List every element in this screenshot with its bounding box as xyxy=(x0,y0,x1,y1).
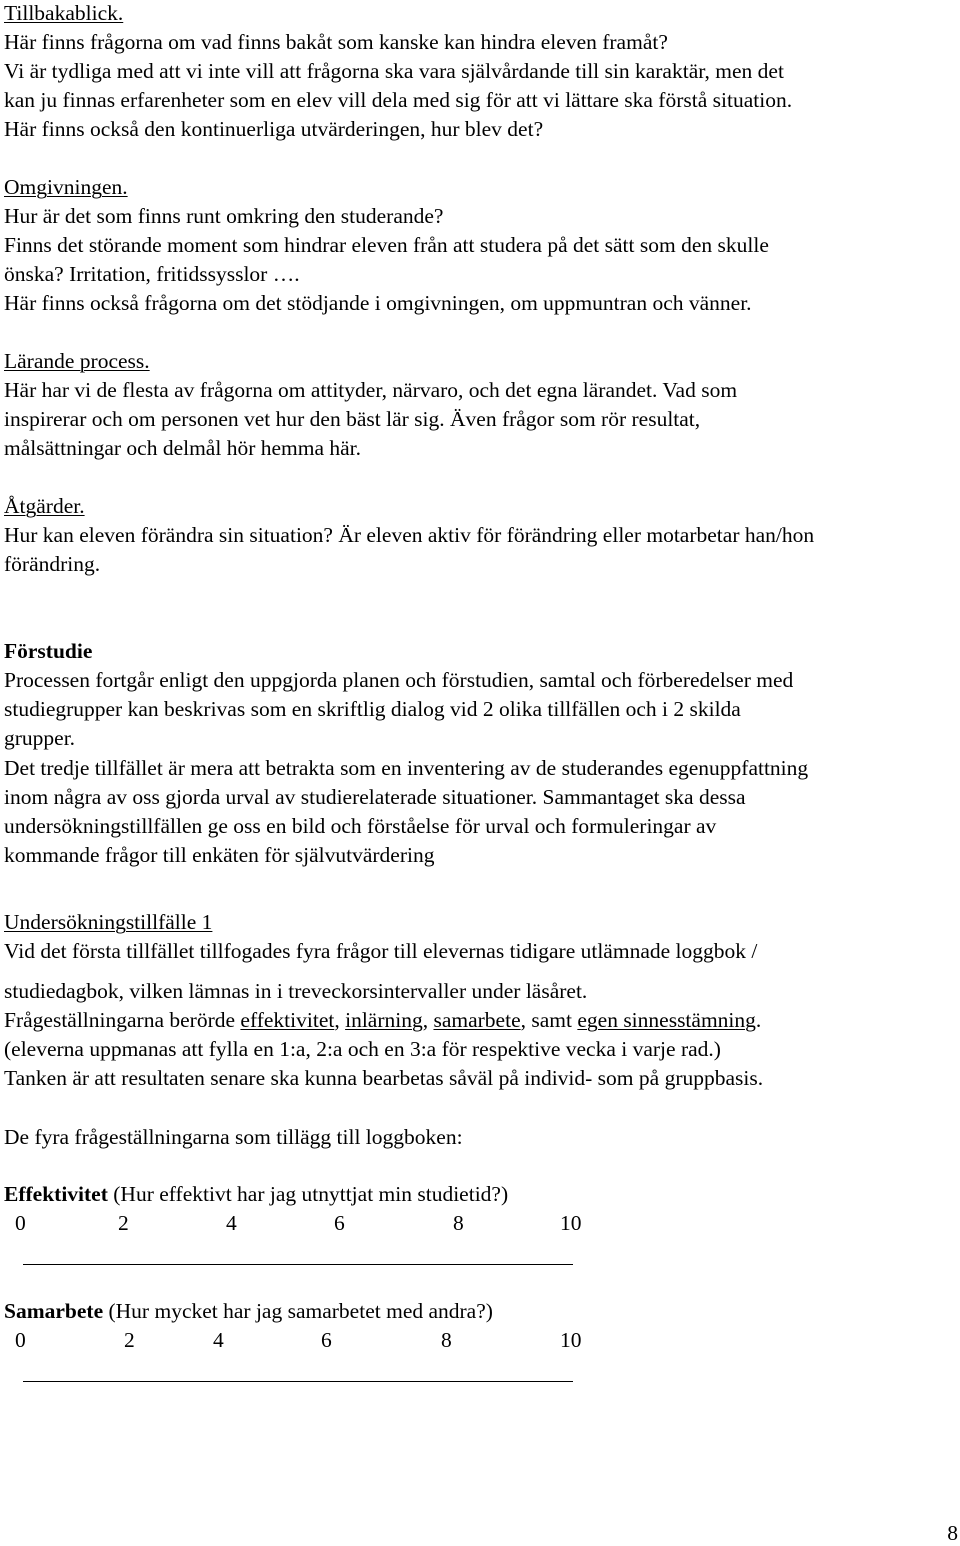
question-text: (Hur effektivt har jag utnyttjat min studietid?) xyxy=(107,1182,509,1206)
scale-value: 2 xyxy=(124,1328,135,1352)
paragraph-line: målsättningar och delmål hör hemma här. xyxy=(4,436,362,460)
scale-value: 0 xyxy=(15,1328,26,1352)
fragestallningar-prefix: Frågeställningarna berörde xyxy=(4,1008,241,1032)
paragraph-line: Hur är det som finns runt omkring den studerande? xyxy=(4,204,444,228)
paragraph-line: kan ju finnas erfarenheter som en elev vill dela med sig för att vi lättare ska förstå situation. xyxy=(4,88,793,112)
question-text: (Hur mycket har jag samarbetet med andra?) xyxy=(103,1299,493,1323)
question-label: Samarbete xyxy=(4,1299,104,1323)
heading-forstudie: Förstudie xyxy=(4,639,93,663)
scale-value: 8 xyxy=(453,1211,464,1235)
paragraph-line: kommande frågor till enkäten för självutvärdering xyxy=(4,843,435,867)
paragraph-line: inom några av oss gjorda urval av studierelaterade situationer. Sammantaget ska dessa xyxy=(4,785,746,809)
scale-value: 4 xyxy=(213,1328,224,1352)
paragraph-line: Finns det störande moment som hindrar eleven från att studera på det sätt som den skulle xyxy=(4,233,769,257)
paragraph-line: Här har vi de flesta av frågorna om attityder, närvaro, och det egna lärandet. Vad som xyxy=(4,378,738,402)
paragraph-line: grupper. xyxy=(4,726,76,750)
paragraph-line: Här finns också den kontinuerliga utvärderingen, hur blev det? xyxy=(4,117,544,141)
question-samarbete xyxy=(4,1298,493,1324)
scale-value: 10 xyxy=(560,1328,582,1352)
separator: , xyxy=(422,1008,434,1032)
heading-atgarder: Åtgärder. xyxy=(4,494,85,518)
topic-egen-sinnesstamning: egen sinnesstämning xyxy=(577,1008,756,1032)
paragraph-line: önska? Irritation, fritidssysslor …. xyxy=(4,262,300,286)
paragraph-line: Vid det första tillfället tillfogades fyra frågor till elevernas tidigare utlämnade loggbok / xyxy=(4,939,758,963)
scale-value: 6 xyxy=(334,1211,345,1235)
paragraph-line: studiegrupper kan beskrivas som en skriftlig dialog vid 2 olika tillfällen och i 2 skilda xyxy=(4,697,741,721)
paragraph-line: Det tredje tillfället är mera att betrakta som en inventering av de studerandes egenuppfattning xyxy=(4,756,809,780)
page-number: 8 xyxy=(947,1521,958,1545)
answer-line[interactable] xyxy=(23,1381,573,1382)
paragraph-line: Hur kan eleven förändra sin situation? Är eleven aktiv för förändring eller motarbetar han/hon xyxy=(4,523,815,547)
questions-intro: De fyra frågeställningarna som tillägg till loggboken: xyxy=(4,1125,463,1149)
paragraph-line: Vi är tydliga med att vi inte vill att frågorna ska vara självårdande till sin karaktär, men det xyxy=(4,59,784,83)
paragraph-line: (eleverna uppmanas att fylla en 1:a, 2:a och en 3:a för respektive vecka i varje rad.) xyxy=(4,1037,721,1061)
question-label: Effektivitet xyxy=(4,1182,108,1206)
scale-value: 6 xyxy=(321,1328,332,1352)
topic-samarbete: samarbete xyxy=(433,1008,521,1032)
answer-line[interactable] xyxy=(23,1264,573,1265)
paragraph-line: förändring. xyxy=(4,552,101,576)
fragestallningar-line xyxy=(4,1007,761,1033)
scale-value: 0 xyxy=(15,1211,26,1235)
paragraph-line: Tanken är att resultaten senare ska kunna bearbetas såväl på individ- som på gruppbasis. xyxy=(4,1066,764,1090)
heading-omgivningen: Omgivningen. xyxy=(4,175,128,199)
paragraph-line: Processen fortgår enligt den uppgjorda planen och förstudien, samtal och förberedelser med xyxy=(4,668,794,692)
scale-value: 2 xyxy=(118,1211,129,1235)
heading-larande-process: Lärande process. xyxy=(4,349,150,373)
scale-value: 4 xyxy=(226,1211,237,1235)
paragraph-line: studiedagbok, vilken lämnas in i treveckorsintervaller under läsåret. xyxy=(4,979,588,1003)
paragraph-line: Här finns också frågorna om det stödjande i omgivningen, om uppmuntran och vänner. xyxy=(4,291,752,315)
paragraph-line: inspirerar och om personen vet hur den bäst lär sig. Även frågor som rör resultat, xyxy=(4,407,701,431)
scale-value: 8 xyxy=(441,1328,452,1352)
scale-value: 10 xyxy=(560,1211,582,1235)
separator: , xyxy=(334,1008,346,1032)
topic-inlarning: inlärning xyxy=(345,1008,423,1032)
heading-tillbakablick: Tillbakablick. xyxy=(4,1,124,25)
topic-effektivitet: effektivitet xyxy=(240,1008,335,1032)
heading-undersokningstillfalle: Undersökningstillfälle 1 xyxy=(4,910,213,934)
sentence-end: . xyxy=(755,1008,762,1032)
paragraph-line: undersökningstillfällen ge oss en bild och förståelse för urval och formuleringar av xyxy=(4,814,717,838)
separator: , samt xyxy=(520,1008,578,1032)
question-effektivitet xyxy=(4,1181,508,1207)
paragraph-line: Här finns frågorna om vad finns bakåt som kanske kan hindra eleven framåt? xyxy=(4,30,668,54)
